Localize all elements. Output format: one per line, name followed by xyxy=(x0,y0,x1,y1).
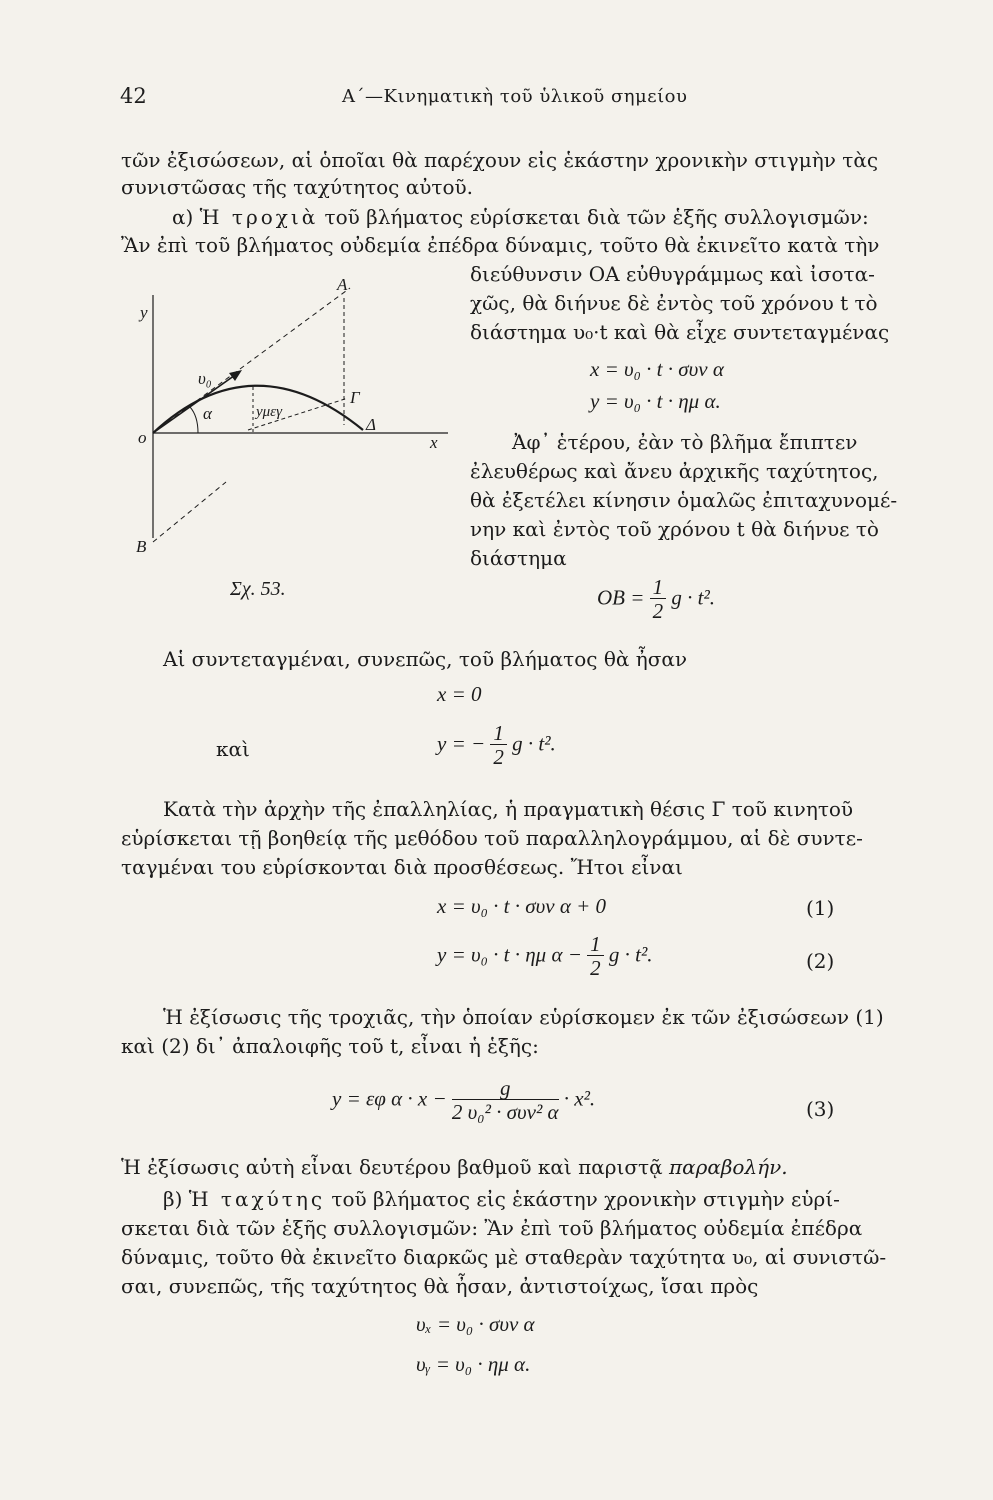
p6-line2: καὶ (2) δι᾽ ἀπαλοιφῆς τοῦ t, εἶναι ἡ ἑξῆς: xyxy=(121,1034,539,1058)
eq-2-rhs: g · t². xyxy=(608,942,653,967)
p2-line5: διάστημα υ₀·t καὶ θὰ εἶχε συντεταγμένας xyxy=(470,320,890,344)
velocity-arrowhead xyxy=(229,370,242,381)
section-a-heading xyxy=(172,205,869,229)
eq-ob-num: 1 xyxy=(650,576,667,599)
p2-line2: Ἂν ἐπὶ τοῦ βλήματος οὐδεμία ἐπέδρα δύναμις, τοῦτο θὰ ἐκινεῖτο κατὰ τὴν xyxy=(121,233,880,257)
p5-line2: εὑρίσκεται τῇ βοηθείᾳ τῆς μεθόδου τοῦ παραλληλογράμμου, αἱ δὲ συντε- xyxy=(121,826,863,850)
eq-ob xyxy=(597,576,715,623)
eq-1: x = υ₀ · t · συν α + 0 xyxy=(437,894,607,918)
p8-line2: σκεται διὰ τῶν ἑξῆς συλλογισμῶν: Ἂν ἐπὶ τοῦ βλήματος οὐδεμία ἐπέδρα xyxy=(121,1216,863,1240)
section-b-title: Ἡ ταχύτης xyxy=(188,1187,326,1211)
eq-y-fall-den: 2 xyxy=(493,745,504,770)
label-origin: o xyxy=(138,428,147,447)
label-ymax: yμεγ xyxy=(256,404,283,420)
section-b-heading xyxy=(163,1187,840,1211)
label-x-axis: x xyxy=(430,433,438,452)
eq-vy: υᵧ = υ₀ · ημ α. xyxy=(416,1352,531,1376)
kai-label: καὶ xyxy=(216,737,250,761)
label-y-axis: y xyxy=(140,303,148,322)
p2-line3: διεύθυνσιν ΟΑ εὐθυγράμμως καὶ ἰσοτα- xyxy=(470,262,875,286)
eq-2 xyxy=(437,933,653,980)
label-gamma: Γ xyxy=(350,388,360,407)
section-a-title: Ἡ τροχιὰ xyxy=(199,205,319,229)
eq-ob-rhs: g · t². xyxy=(671,585,716,610)
eq-x-uniform: x = υ₀ · t · συν α xyxy=(590,357,724,381)
eq-y-fall-rhs: g · t². xyxy=(512,731,556,756)
eq-3-number: (3) xyxy=(806,1097,835,1121)
figure-caption: Σχ. 53. xyxy=(230,578,286,600)
section-b-marker: β) xyxy=(163,1187,189,1211)
section-b-rest: τοῦ βλήματος εἰς ἑκάστην χρονικὴν στιγμὴν εὑρί- xyxy=(325,1187,840,1211)
figure-trajectory xyxy=(128,270,468,570)
p5-line1: Κατὰ τὴν ἀρχὴν τῆς ἐπαλληλίας, ἡ πραγματικὴ θέσις Γ τοῦ κινητοῦ xyxy=(163,797,854,821)
running-title: Α΄—Κινηματικὴ τοῦ ὑλικοῦ σημείου xyxy=(342,86,688,107)
eq-y-uniform: y = υ₀ · t · ημ α. xyxy=(590,389,721,413)
p1-line2: συνιστῶσας τῆς ταχύτητος αὐτοῦ. xyxy=(121,175,474,199)
p6-line1: Ἡ ἐξίσωσις τῆς τροχιᾶς, τὴν ὁποίαν εὑρίσκομεν ἐκ τῶν ἐξισώσεων (1) xyxy=(163,1005,884,1029)
p2-line4: χῶς, θὰ διήνυε δὲ ἐντὸς τοῦ χρόνου t τὸ xyxy=(470,291,878,315)
label-b-point: B xyxy=(136,537,147,556)
section-a-marker: α) xyxy=(172,205,200,229)
p3-line3: θὰ ἐξετέλει κίνησιν ὁμαλῶς ἐπιταχυνομέ- xyxy=(470,488,898,512)
label-a-point: A xyxy=(337,275,348,294)
p8-line4: σαι, συνεπῶς, τῆς ταχύτητος θὰ ἦσαν, ἀντιστοίχως, ἴσαι πρὸς xyxy=(121,1274,759,1298)
eq-2-num: 1 xyxy=(587,933,604,956)
eq-vx: υₓ = υ₀ · συν α xyxy=(416,1312,535,1336)
p1-line1: τῶν ἐξισώσεων, αἱ ὁποῖαι θὰ παρέχουν εἰς ἑκάστην χρονικὴν στιγμὴν τὰς xyxy=(121,148,879,172)
eq-2-number: (2) xyxy=(806,949,835,973)
label-v0: υ₀ xyxy=(198,369,212,388)
p3-line1: Ἀφ᾽ ἑτέρου, ἐὰν τὸ βλῆμα ἔπιπτεν xyxy=(512,430,858,454)
eq-y-fall xyxy=(437,722,556,769)
page-number: 42 xyxy=(120,84,147,108)
eq-ob-den: 2 xyxy=(652,599,664,624)
p3-line4: νην καὶ ἐντὸς τοῦ χρόνου t θὰ διήνυε τὸ xyxy=(470,517,879,541)
velocity-arrow xyxy=(153,373,238,433)
p4-line1: Αἱ συντεταγμέναι, συνεπῶς, τοῦ βλήματος θὰ ἦσαν xyxy=(163,647,688,671)
eq-1-number: (1) xyxy=(806,896,835,920)
p3-line2: ἐλευθέρως καὶ ἄνευ ἀρχικῆς ταχύτητος, xyxy=(470,459,879,483)
p3-line5: διάστημα xyxy=(470,546,567,570)
eq-3-num: g xyxy=(452,1077,559,1100)
eq-3-rhs: · x². xyxy=(563,1086,596,1111)
p7-line xyxy=(121,1155,788,1179)
eq-3-lhs: y = εφ α · x − xyxy=(332,1086,447,1111)
eq-x-zero: x = 0 xyxy=(437,682,482,706)
angle-arc xyxy=(190,407,198,433)
p5-line3: ταγμέναι του εὑρίσκονται διὰ προσθέσεως. Ἤτοι εἶναι xyxy=(121,855,683,879)
eq-2-den: 2 xyxy=(590,956,601,981)
eq-3 xyxy=(332,1077,595,1124)
p7-text: Ἡ ἐξίσωσις αὐτὴ εἶναι δευτέρου βαθμοῦ καὶ παριστᾷ xyxy=(121,1155,669,1179)
eq-y-fall-lhs: y = − xyxy=(437,731,486,756)
parallelogram-line xyxy=(153,482,226,542)
eq-ob-lhs: OB = xyxy=(597,585,650,610)
p8-line3: δύναμις, τοῦτο θὰ ἐκινεῖτο διαρκῶς μὲ σταθερὰν ταχύτητα υ₀, αἱ συνιστῶ- xyxy=(121,1245,887,1269)
section-a-rest: τοῦ βλήματος εὑρίσκεται διὰ τῶν ἑξῆς συλλογισμῶν: xyxy=(318,205,869,229)
p7-italic: παραβολήν. xyxy=(668,1155,788,1179)
label-alpha: α xyxy=(203,404,212,423)
label-delta: Δ xyxy=(366,415,376,434)
eq-2-lhs: y = υ₀ · t · ημ α − xyxy=(437,942,582,967)
eq-y-fall-num: 1 xyxy=(490,722,507,745)
eq-3-den: 2 υ₀² · συν² α xyxy=(451,1100,559,1125)
